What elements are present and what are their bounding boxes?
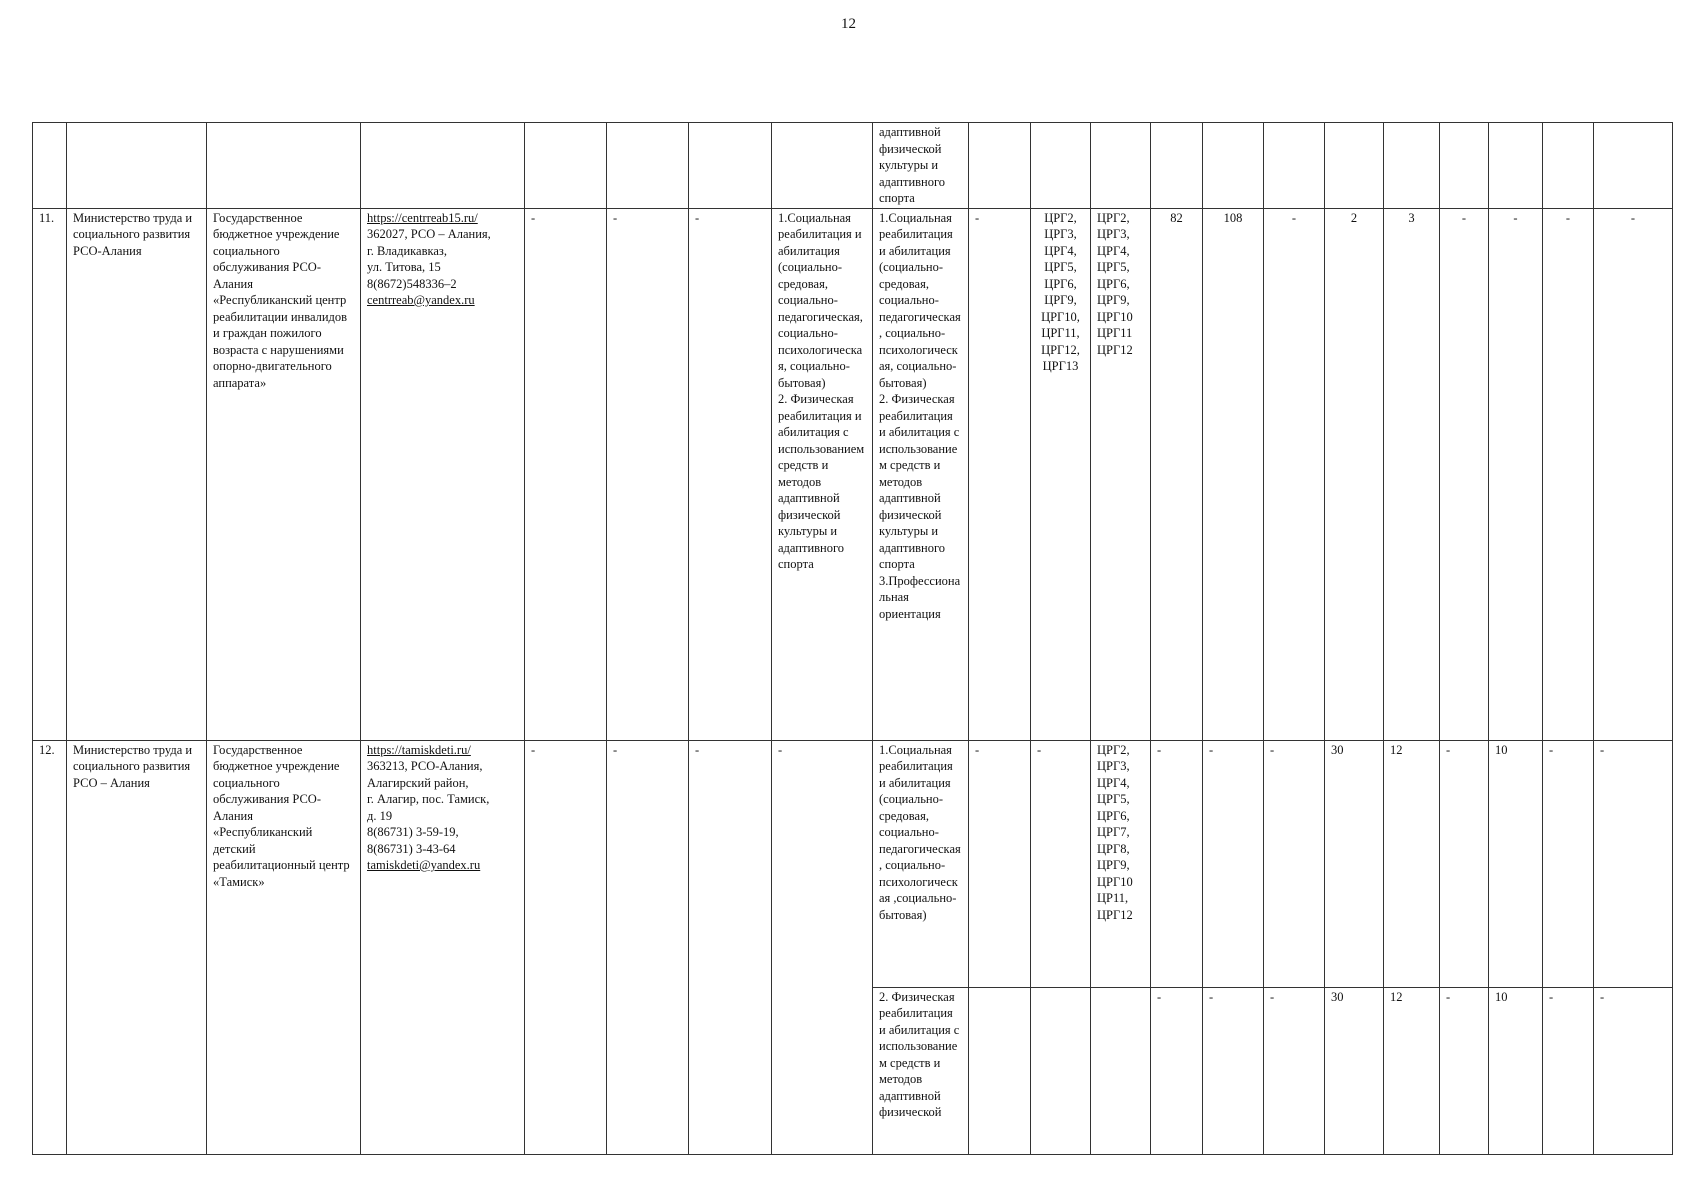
cell: -: [969, 208, 1031, 740]
cell: 12: [1384, 987, 1440, 1154]
email-link[interactable]: tamiskdeti@yandex.ru: [367, 858, 481, 872]
cell: 3: [1384, 208, 1440, 740]
cell: -: [1543, 208, 1594, 740]
cell: -: [1203, 987, 1264, 1154]
cell: -: [1440, 740, 1489, 987]
cell: -: [1594, 987, 1673, 1154]
cell: -: [1594, 208, 1673, 740]
cell: -: [1264, 208, 1325, 740]
cell: -: [772, 740, 873, 1154]
cell: -: [689, 740, 772, 1154]
website-link[interactable]: https://tamiskdeti.ru/: [367, 742, 471, 757]
cell: -: [1489, 208, 1543, 740]
address-text: 362027, РСО – Алания, г. Владикавказ, ул. Титова, 15 8(8672)548336–2: [367, 227, 491, 291]
contacts-cell: [361, 208, 525, 740]
institutions-table: [32, 122, 1673, 1155]
table-row: [33, 740, 1673, 987]
cell: -: [525, 740, 607, 1154]
target-groups-cell: ЦРГ2, ЦРГ3, ЦРГ4, ЦРГ5, ЦРГ6, ЦРГ9, ЦРГ10 ЦРГ11 ЦРГ12: [1091, 208, 1151, 740]
page-number: 12: [841, 16, 856, 32]
cell: 30: [1325, 987, 1384, 1154]
cell: 10: [1489, 740, 1543, 987]
cell: -: [1264, 987, 1325, 1154]
cell: -: [1594, 740, 1673, 987]
cell: -: [1203, 740, 1264, 987]
contacts-cell: [361, 740, 525, 1154]
cell: -: [1440, 208, 1489, 740]
cell: -: [1543, 740, 1594, 987]
cell: -: [607, 740, 689, 1154]
cell: -: [969, 740, 1031, 987]
ministry-cell: Министерство труда и социального развития РСО – Алания: [67, 740, 207, 1154]
table-row: [33, 123, 1673, 209]
cell: 12: [1384, 740, 1440, 987]
target-groups-cell: ЦРГ2, ЦРГ3, ЦРГ4, ЦРГ5, ЦРГ6, ЦРГ7, ЦРГ8, ЦРГ9, ЦРГ10 ЦР11, ЦРГ12: [1091, 740, 1151, 987]
row-number: 12.: [33, 740, 67, 1154]
cell: 82: [1151, 208, 1203, 740]
website-link[interactable]: https://centrreab15.ru/: [367, 210, 478, 225]
table-row: [33, 208, 1673, 740]
cell: -: [1264, 740, 1325, 987]
cell: -: [1151, 987, 1203, 1154]
cell: -: [689, 208, 772, 740]
cell: -: [525, 208, 607, 740]
cell: 10: [1489, 987, 1543, 1154]
cell: -: [607, 208, 689, 740]
address-text: 363213, РСО-Алания, Алагирский район, г. Алагир, пос. Тамиск, д. 19 8(86731) 3-59-19, 8(86731) 3-43-64: [367, 759, 490, 856]
cell: -: [1440, 987, 1489, 1154]
services-cell: 2. Физическая реабилитация и абилитация с использованием средств и методов адаптивной физической: [873, 987, 969, 1154]
cell: 108: [1203, 208, 1264, 740]
cell: -: [1031, 740, 1091, 987]
cell: -: [1151, 740, 1203, 987]
services-cell: 1.Социальная реабилитация и абилитация (социально-средовая, социально-педагогическая, социально-психологическая, социально-бытовая) 2. Физическая реабилитация и абилитация с использованием средств и методов адаптивной физической культуры и адаптивного спорта 3.Профессиональная ориентация: [873, 208, 969, 740]
email-link[interactable]: centrreab@yandex.ru: [367, 293, 475, 307]
ministry-cell: Министерство труда и социального развития РСО-Алания: [67, 208, 207, 740]
institution-cell: Государственное бюджетное учреждение социального обслуживания РСО-Алания «Республиканский детский реабилитационный центр «Тамиск»: [207, 740, 361, 1154]
cell: -: [1543, 987, 1594, 1154]
target-groups-cell: ЦРГ2, ЦРГ3, ЦРГ4, ЦРГ5, ЦРГ6, ЦРГ9, ЦРГ10, ЦРГ11, ЦРГ12, ЦРГ13: [1031, 208, 1091, 740]
institution-cell: Государственное бюджетное учреждение социального обслуживания РСО-Алания «Республиканский центр реабилитации инвалидов и граждан пожилого возраста с нарушениями опорно-двигательного аппарата»: [207, 208, 361, 740]
cell: 2: [1325, 208, 1384, 740]
services-cell: 1.Социальная реабилитация и абилитация (социально-средовая, социально-педагогическая, социально-психологическая, социально-бытовая) 2. Физическая реабилитация и абилитация с использованием средств и методов адаптивной физической культуры и адаптивного спорта: [772, 208, 873, 740]
row-number: 11.: [33, 208, 67, 740]
services-cell: 1.Социальная реабилитация и абилитация (социально-средовая, социально-педагогическая, социально-психологическая ,социально-бытовая): [873, 740, 969, 987]
cell-services-continued: адаптивной физической культуры и адаптивного спорта: [873, 123, 969, 209]
cell: 30: [1325, 740, 1384, 987]
